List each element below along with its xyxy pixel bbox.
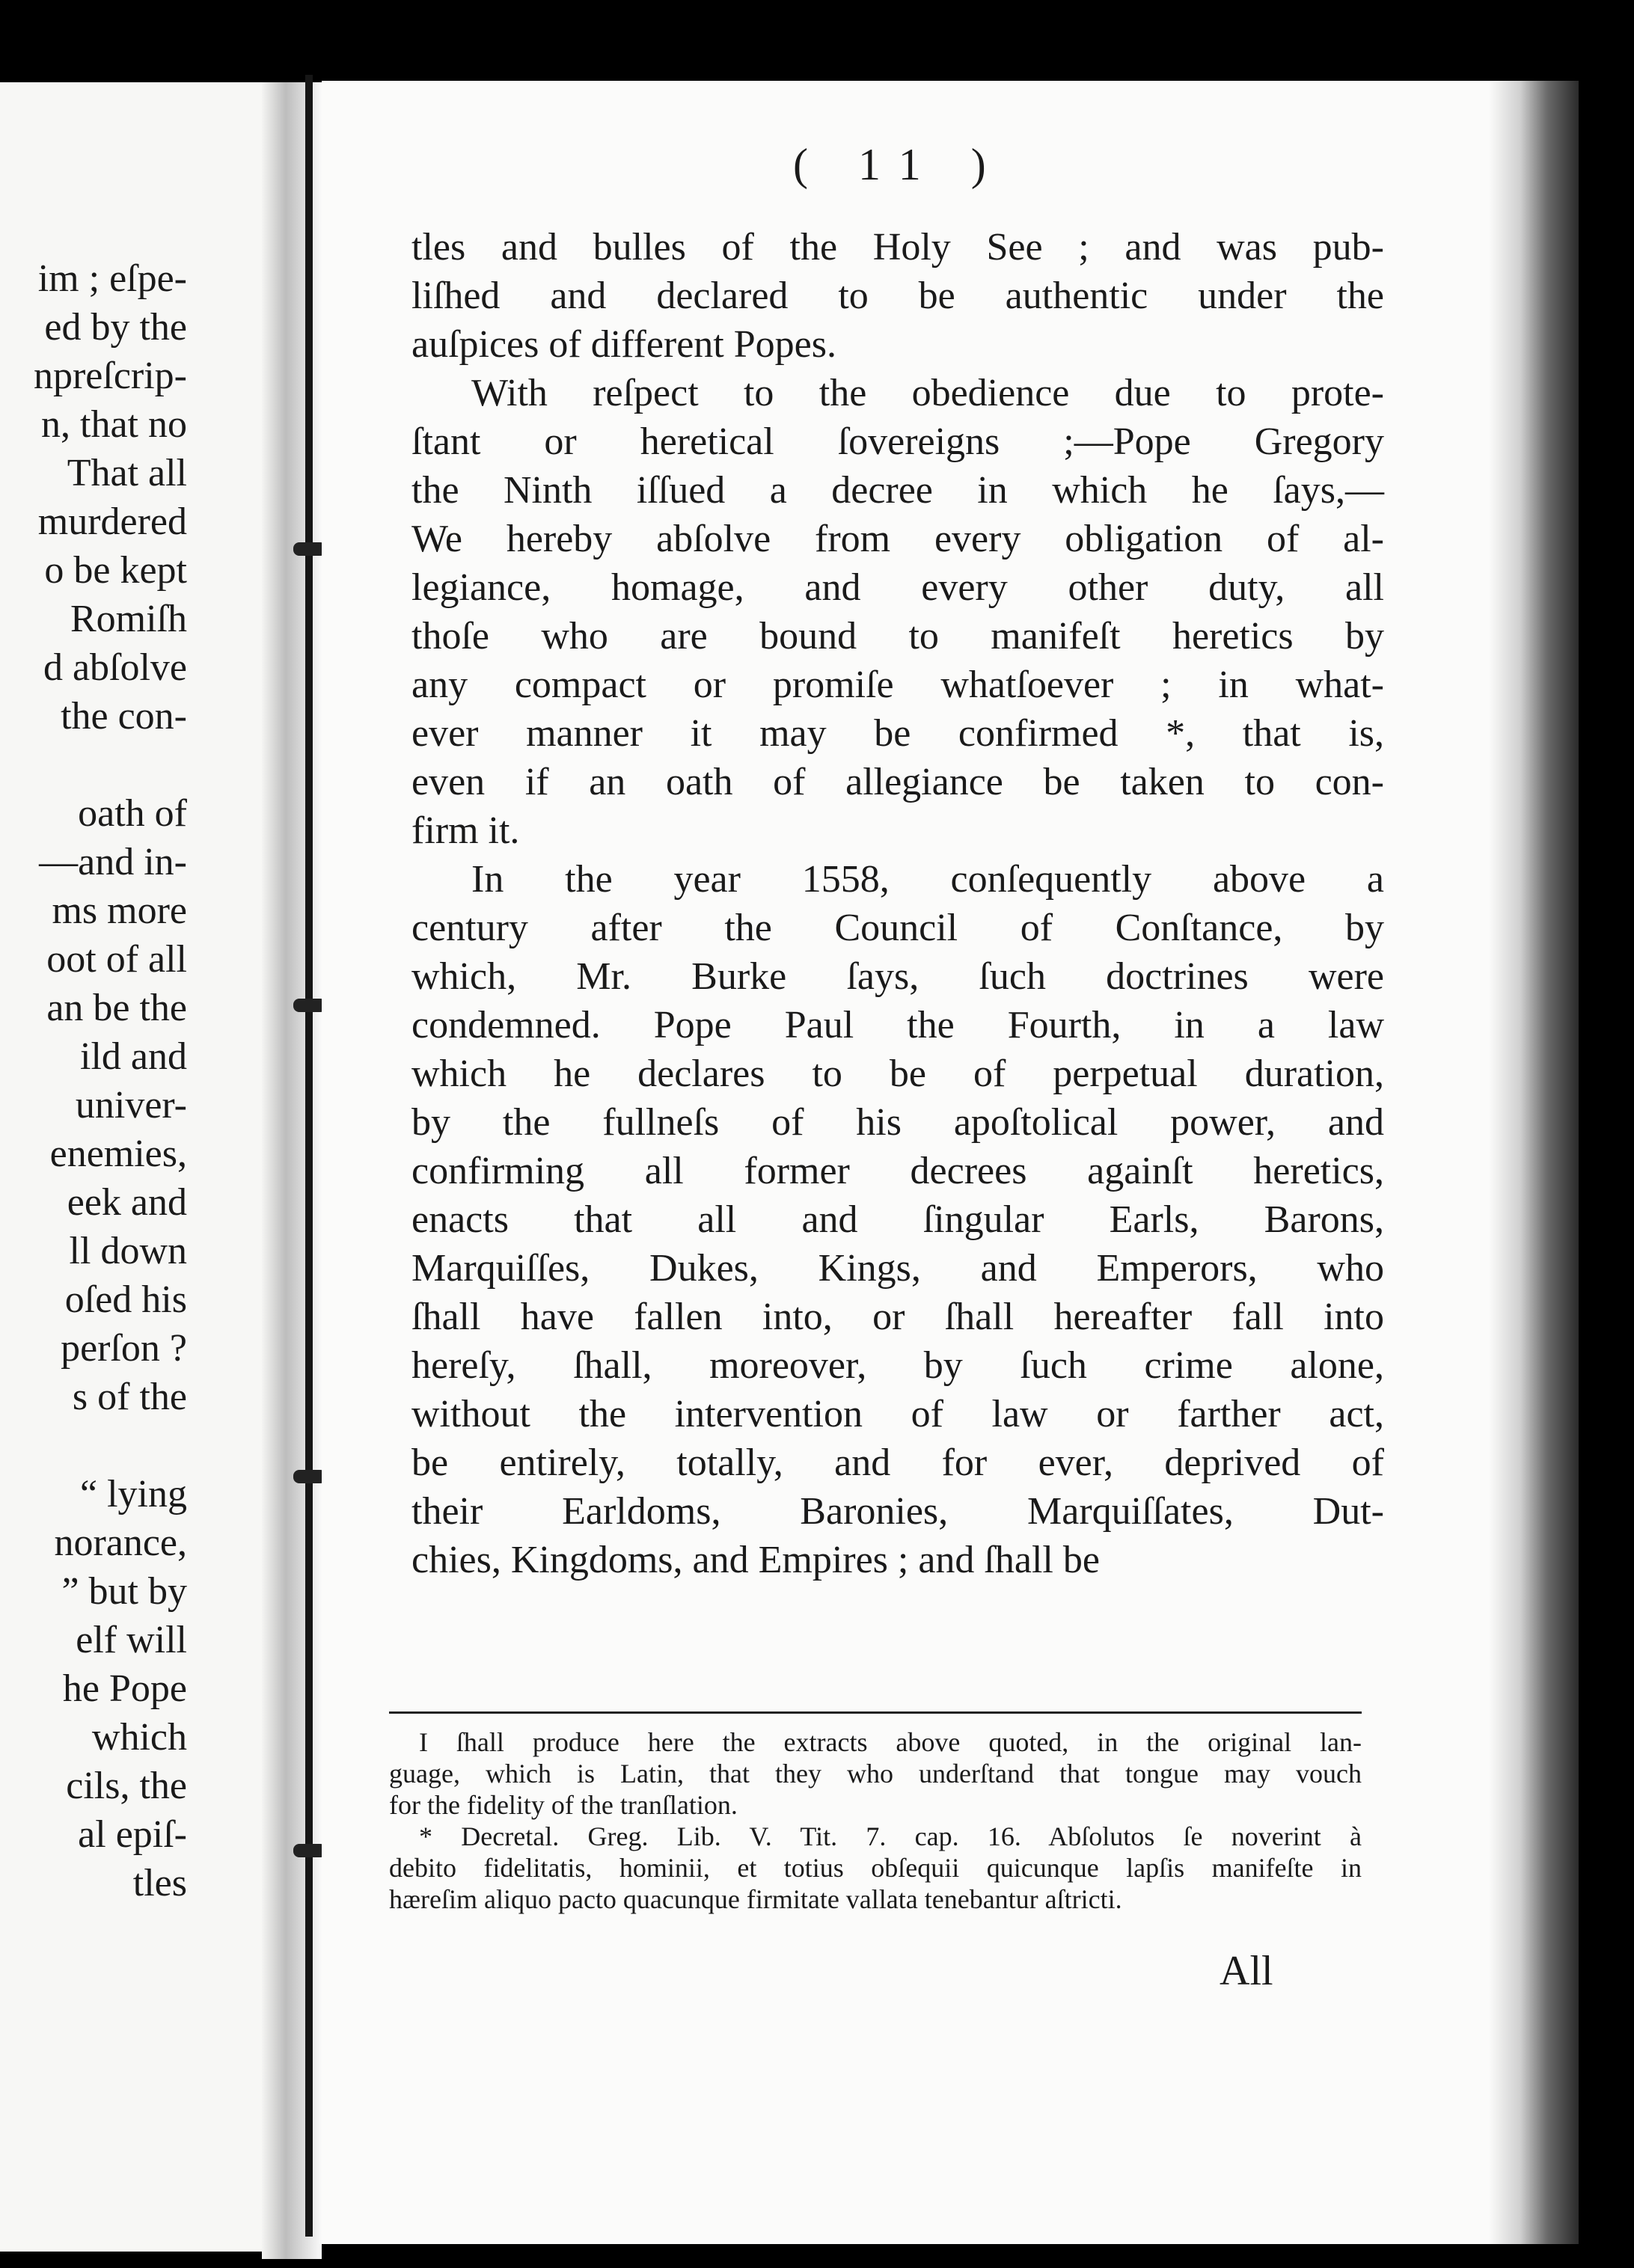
left-page-line: perſon ? <box>61 1327 187 1370</box>
footnote-line: for the fidelity of the tranſlation. <box>389 1790 738 1820</box>
footnote-line: * Decretal. Greg. Lib. V. Tit. 7. cap. 16. Abſolutos ſe noverint à <box>419 1821 1362 1851</box>
left-page-line: im ; eſpe- <box>37 257 187 300</box>
left-page-line: elf will <box>76 1619 187 1661</box>
left-page-line: which <box>91 1716 187 1759</box>
text-line: ever manner it may be confirmed *, that is, <box>411 712 1384 755</box>
text-line: auſpices of different Popes. <box>411 323 836 366</box>
text-line: which, Mr. Burke ſays, ſuch doctrines were <box>411 955 1384 998</box>
left-page-line: d abſolve <box>43 646 187 689</box>
left-page-line: npreſcrip- <box>33 355 187 397</box>
left-page-line: ms more <box>52 889 187 932</box>
footnote-rule <box>389 1711 1362 1714</box>
left-page <box>0 82 299 2252</box>
left-page-line: oot of all <box>46 938 187 981</box>
left-page-line: al epiſ- <box>78 1813 187 1856</box>
left-page-line: oſed his <box>64 1278 187 1321</box>
right-page <box>322 81 1579 2244</box>
text-line: thoſe who are bound to manifeſt heretics by <box>411 615 1384 658</box>
left-page-line: he Pope <box>62 1667 187 1710</box>
text-line: enacts that all and ſingular Earls, Barons, <box>411 1198 1384 1241</box>
text-line: ſtant or heretical ſovereigns ;—Pope Gregory <box>411 420 1384 463</box>
text-line: by the fullneſs of his apoſtolical power, and <box>411 1101 1384 1144</box>
left-page-line: eek and <box>67 1181 187 1224</box>
left-page-line: oath of <box>78 792 187 835</box>
text-line: We hereby abſolve from every obligation of al- <box>411 518 1384 560</box>
text-line: condemned. Pope Paul the Fourth, in a law <box>411 1004 1384 1046</box>
text-line: In the year 1558, conſequently above a <box>471 858 1384 901</box>
text-line: any compact or promiſe whatſoever ; in what- <box>411 663 1384 706</box>
page-edge-shadow <box>1489 81 1579 2244</box>
left-page-line: Romiſh <box>70 598 187 640</box>
book-gutter <box>262 82 322 2259</box>
text-line: be entirely, totally, and for ever, deprived of <box>411 1441 1384 1484</box>
text-line: With reſpect to the obedience due to prote- <box>471 372 1384 414</box>
left-page-line: ll down <box>69 1230 187 1272</box>
left-page-line: an be the <box>46 987 187 1029</box>
footnote-line: hæreſim aliquo pacto quacunque firmitate vallata tenebantur aſtricti. <box>389 1884 1122 1914</box>
left-page-text <box>0 254 187 1907</box>
text-line: ſhall have fallen into, or ſhall hereafter fall into <box>411 1296 1384 1338</box>
left-page-line: s of the <box>72 1376 187 1418</box>
page-number: ( 11 ) <box>793 140 1006 189</box>
left-page-line: “ lying <box>80 1473 187 1515</box>
left-page-line <box>0 741 187 789</box>
left-page-line: —and in- <box>39 841 187 883</box>
left-page-line: ild and <box>80 1035 187 1078</box>
left-page-line <box>0 1421 187 1470</box>
text-line: firm it. <box>411 809 520 852</box>
text-line: chies, Kingdoms, and Empires ; and ſhall be <box>411 1539 1100 1581</box>
left-page-line: enemies, <box>49 1133 187 1175</box>
left-page-line: tles <box>132 1862 187 1904</box>
left-page-line: cils, the <box>66 1765 187 1807</box>
footnotes <box>389 1726 1362 1915</box>
footnote-line: guage, which is Latin, that they who underſtand that tongue may vouch <box>389 1759 1362 1789</box>
text-line: Marquiſſes, Dukes, Kings, and Emperors, who <box>411 1247 1384 1290</box>
left-page-line: the con- <box>61 695 187 738</box>
left-page-line: o be kept <box>44 549 187 592</box>
left-page-line: That all <box>67 452 187 494</box>
text-line: tles and bulles of the Holy See ; and was pub- <box>411 226 1384 269</box>
text-line: their Earldoms, Baronies, Marquiſſates, Dut- <box>411 1490 1384 1533</box>
left-page-line: univer- <box>75 1084 187 1127</box>
binding-thread <box>305 75 313 2237</box>
text-line: confirming all former decrees againſt heretics, <box>411 1150 1384 1192</box>
footnote-line: debito fidelitatis, hominii, et totius obſequii quicunque lapſis manifeſte in <box>389 1853 1362 1883</box>
catchword: All <box>1220 1948 1273 1994</box>
main-text <box>411 223 1384 1584</box>
text-line: hereſy, ſhall, moreover, by ſuch crime alone, <box>411 1344 1384 1387</box>
footnote-line: I ſhall produce here the extracts above quoted, in the original lan- <box>419 1727 1362 1757</box>
text-line: the Ninth iſſued a decree in which he ſays,— <box>411 469 1384 512</box>
left-page-line: murdered <box>37 500 187 543</box>
left-page-line: norance, <box>54 1521 187 1564</box>
left-page-line: n, that no <box>41 403 187 446</box>
left-page-line: ” but by <box>61 1570 187 1613</box>
text-line: even if an oath of allegiance be taken to con- <box>411 761 1384 803</box>
text-line: legiance, homage, and every other duty, all <box>411 566 1384 609</box>
text-line: liſhed and declared to be authentic under the <box>411 275 1384 317</box>
text-line: which he declares to be of perpetual duration, <box>411 1052 1384 1095</box>
text-line: century after the Council of Conſtance, by <box>411 907 1384 949</box>
text-line: without the intervention of law or farther act, <box>411 1393 1384 1435</box>
left-page-line: ed by the <box>44 306 187 349</box>
